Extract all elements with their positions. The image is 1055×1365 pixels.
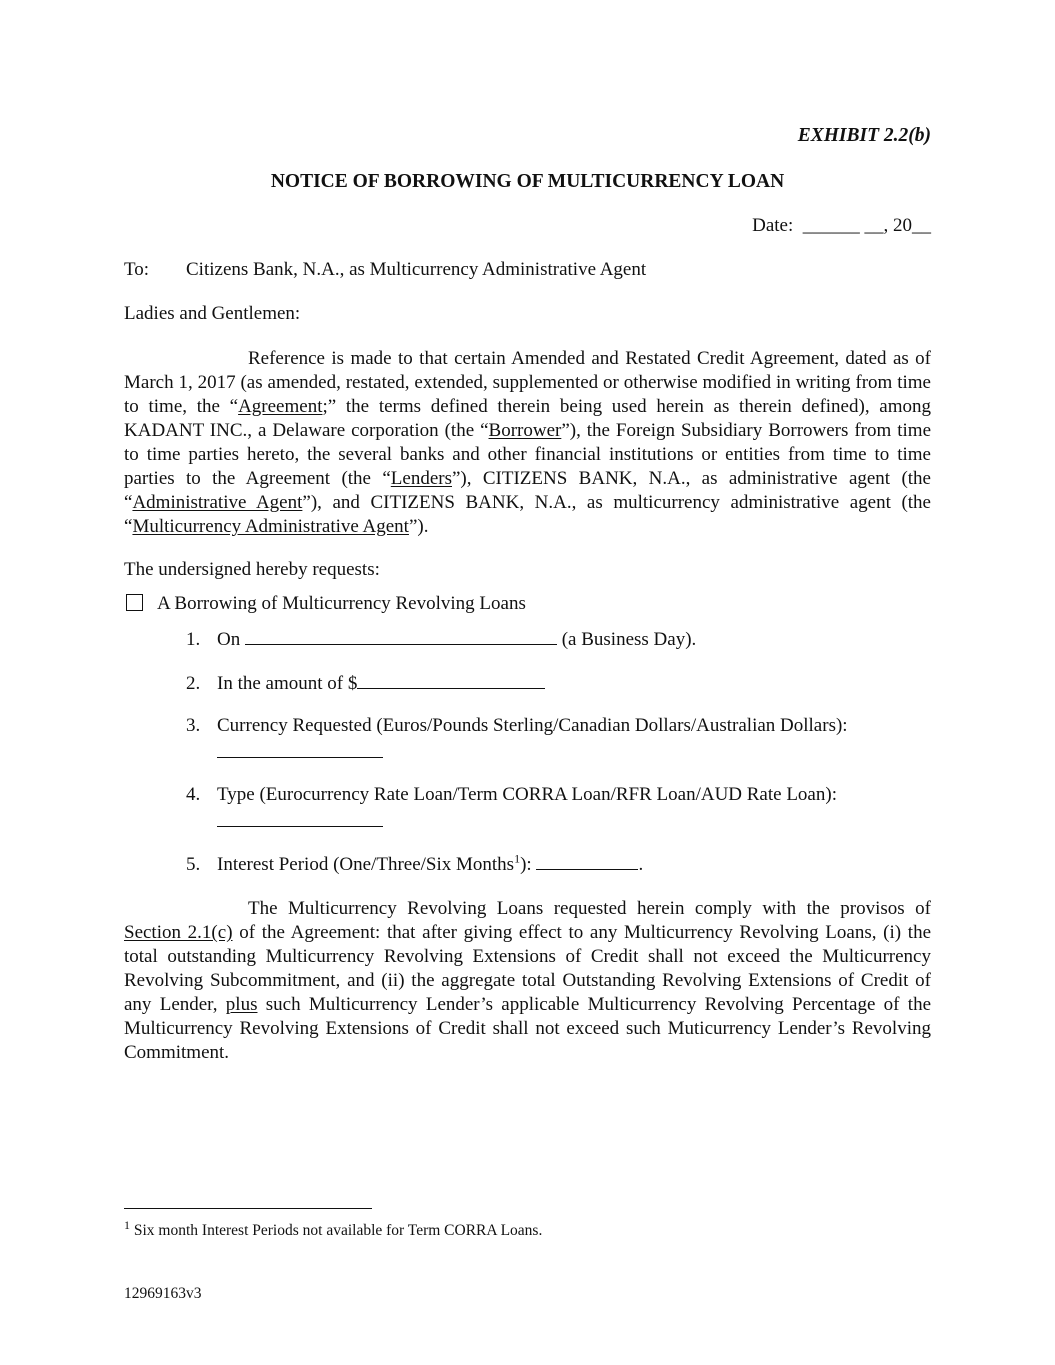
para2-text-2: of the Agreement: that after giving effect to any Multicurrency Revolving Loans, (i) the total outstanding Multicurrency Revolving Extensions of Credit shall not exceed the Multicurrency Revolving Subcommitment, and (ii) the aggregate total Outstanding Revolving Extensions of Credit of any Lender, [124, 922, 931, 1015]
para1-text-5: ”), and CITIZENS BANK, N.A., as multicurrency administrative agent (the “ [124, 492, 931, 537]
item-text: On [217, 629, 241, 650]
term-plus: plus [225, 994, 258, 1015]
list-item [186, 852, 643, 876]
term-borrower: Borrower [488, 420, 562, 441]
term-multicurrency-administrative-agent: Multicurrency Administrative Agent [132, 516, 409, 537]
currency-blank-line [217, 740, 383, 764]
section-reference: Section 2.1(c) [124, 922, 233, 943]
date-blank: ______ __, 20__ [802, 215, 931, 236]
item-text-after: (a Business Day). [561, 629, 697, 650]
borrowing-checkbox[interactable] [126, 594, 143, 611]
footnote-divider [124, 1208, 372, 1209]
type-blank-line [217, 809, 383, 833]
date-blank-field[interactable] [245, 627, 557, 645]
term-lenders: Lenders [390, 468, 452, 489]
to-recipient: Citizens Bank, N.A., as Multicurrency Administrative Agent [186, 259, 647, 280]
footnote-text: Six month Interest Periods not available for Term CORRA Loans. [130, 1222, 543, 1239]
item-text: Currency Requested (Euros/Pounds Sterling/Canadian Dollars/Australian Dollars): [217, 715, 848, 736]
requests-intro: The undersigned hereby requests: [124, 559, 380, 580]
currency-blank-field[interactable] [217, 740, 383, 758]
list-item [186, 627, 696, 651]
list-item [186, 715, 848, 737]
item-number: 4. [186, 784, 201, 805]
footnote [124, 1217, 543, 1240]
item-number: 1. [186, 629, 201, 650]
item-text: Type (Eurocurrency Rate Loan/Term CORRA Loan/RFR Loan/AUD Rate Loan): [217, 784, 837, 805]
compliance-paragraph [124, 897, 931, 1065]
para2-text-3: such Multicurrency Lender’s applicable Multicurrency Revolving Percentage of the Multicurrency Revolving Extensions of Credit shall not exceed such Muticurrency Lender’s Revolving Commitment. [124, 994, 931, 1063]
para1-text-3: ”), the Foreign Subsidiary Borrowers from time to time parties hereto, the several banks and other financial institutions or entities from time to time parties to the Agreement (the “ [124, 420, 931, 489]
borrowing-checkbox-label: A Borrowing of Multicurrency Revolving Loans [157, 593, 526, 614]
para1-text-6: ”). [408, 516, 429, 537]
to-label: To: [124, 259, 150, 280]
date-label: Date: [752, 215, 794, 236]
item-text: In the amount of $ [217, 673, 358, 694]
item-end: . [638, 854, 644, 875]
item-number: 3. [186, 715, 201, 736]
para1-text-2: ;” the terms defined therein being used herein as therein defined), among KADANT INC., a Delaware corporation (the “ [124, 396, 931, 441]
salutation: Ladies and Gentlemen: [124, 303, 301, 324]
list-item [186, 784, 837, 806]
para1-text-1: Reference is made to that certain Amended and Restated Credit Agreement, dated as of March 1, 2017 (as amended, restated, extended, supplemented or otherwise modified in writing from time to time, the “ [124, 348, 931, 417]
para1-text-4: ”), CITIZENS BANK, N.A., as administrative agent (the “ [124, 468, 931, 513]
term-administrative-agent: Administrative Agent [132, 492, 303, 513]
type-blank-field[interactable] [217, 809, 383, 827]
date-line [752, 215, 931, 237]
item-number: 2. [186, 673, 201, 694]
interest-period-blank-field[interactable] [536, 852, 638, 870]
document-id: 12969163v3 [124, 1285, 202, 1302]
amount-blank-field[interactable] [357, 671, 545, 689]
footnote-reference: 1 [514, 851, 521, 866]
to-line [124, 259, 646, 281]
item-number: 5. [186, 854, 201, 875]
term-agreement: Agreement [238, 396, 323, 417]
list-item [186, 671, 545, 695]
page-title: NOTICE OF BORROWING OF MULTICURRENCY LOAN [270, 171, 785, 192]
footnote-marker: 1 [124, 1217, 130, 1232]
reference-paragraph [124, 347, 931, 539]
exhibit-label: EXHIBIT 2.2(b) [797, 125, 931, 146]
item-text: Interest Period (One/Three/Six Months [217, 854, 515, 875]
para2-text-1: The Multicurrency Revolving Loans requested herein comply with the provisos of [248, 898, 931, 919]
borrowing-option [126, 593, 526, 615]
item-text-after: ): [520, 854, 532, 875]
